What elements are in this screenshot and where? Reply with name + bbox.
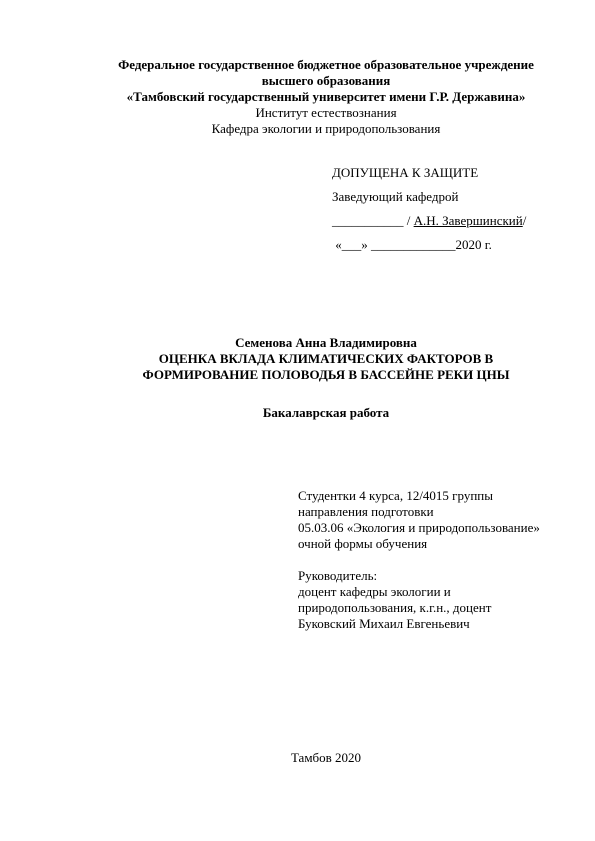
head-of-department-name: А.Н. Завершинский	[413, 213, 523, 228]
student-course-group: Студентки 4 курса, 12/4015 группы	[298, 488, 493, 503]
header-education-level: высшего образования	[261, 73, 391, 88]
signature-blank: ___________ /	[332, 213, 414, 228]
supervisor-name: Буковский Михаил Евгеньевич	[298, 616, 470, 631]
student-direction-code: 05.03.06 «Экология и природопользование»	[298, 520, 540, 535]
supervisor-label: Руководитель:	[298, 568, 378, 583]
approval-role: Заведующий кафедрой	[332, 189, 459, 204]
thesis-title-line-1: ОЦЕНКА ВКЛАДА КЛИМАТИЧЕСКИХ ФАКТОРОВ В	[158, 351, 494, 366]
approval-title: ДОПУЩЕНА К ЗАЩИТЕ	[332, 165, 479, 180]
author-name: Семенова Анна Владимировна	[235, 335, 417, 350]
header-department: Кафедра экологии и природопользования	[211, 121, 441, 136]
approval-signature-line	[332, 213, 526, 229]
header-institution-line: Федеральное государственное бюджетное образовательное учреждение	[118, 57, 534, 72]
header-university-name: «Тамбовский государственный университет имени Г.Р. Державина»	[126, 89, 526, 104]
work-type: Бакалаврская работа	[262, 405, 390, 420]
city-year: Тамбов 2020	[290, 750, 362, 765]
student-study-form: очной формы обучения	[298, 536, 428, 551]
header-institute: Институт естествознания	[255, 105, 397, 120]
supervisor-position-line-1: доцент кафедры экологии и	[298, 584, 451, 599]
signature-end: /	[522, 213, 527, 228]
student-direction-label: направления подготовки	[298, 504, 434, 519]
thesis-title-line-2: ФОРМИРОВАНИЕ ПОЛОВОДЬЯ В БАССЕЙНЕ РЕКИ ЦНЫ	[142, 367, 510, 382]
approval-date-line: «___» _____________2020 г.	[332, 237, 492, 252]
supervisor-position-line-2: природопользования, к.г.н., доцент	[298, 600, 492, 615]
